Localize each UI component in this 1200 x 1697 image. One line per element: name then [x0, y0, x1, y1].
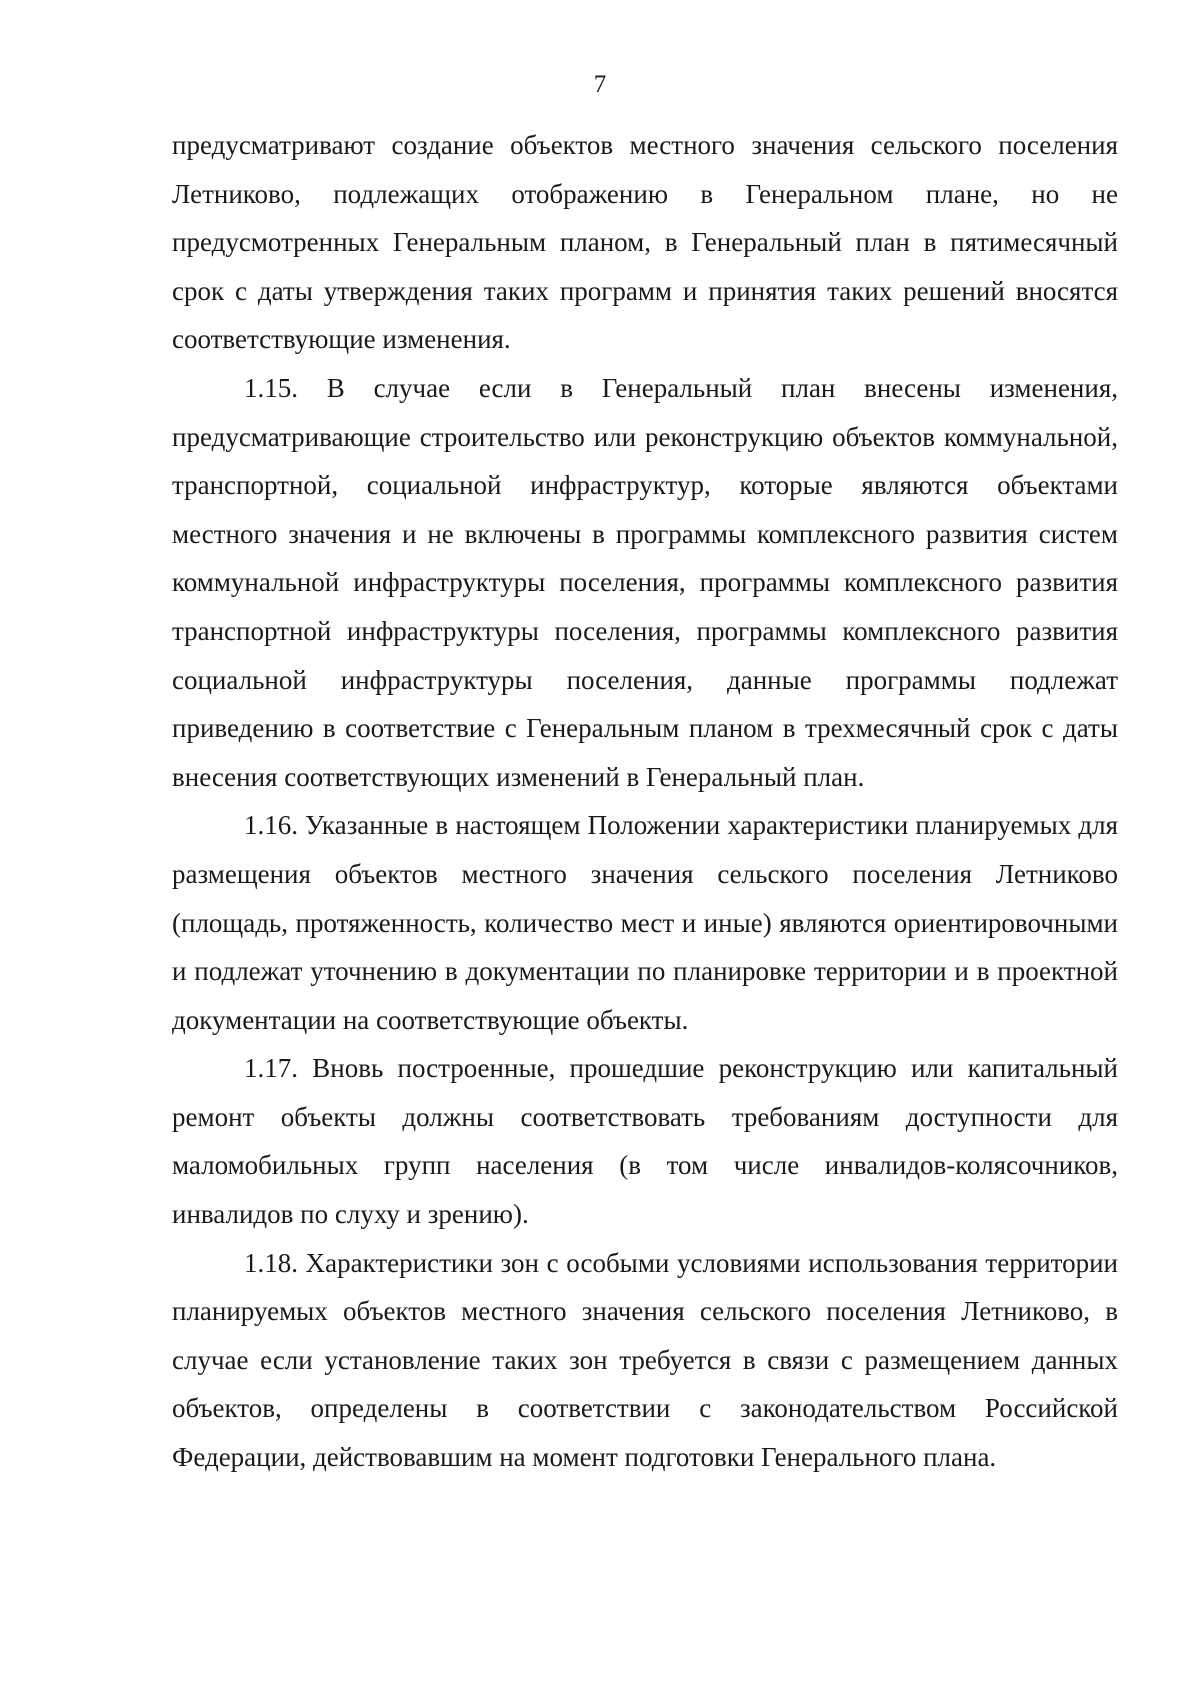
paragraph-1-18: 1.18. Характеристики зон с особыми условиями использования территории планируемых объектов местного значения сельского поселения Летниково, в случае если установление таких зон требуется в связи с размещением данных объектов, определены в соответствии с законодательством Российской Федерации, действовавшим на момент подготовки Генерального плана. — [172, 1247, 1118, 1473]
paragraph-1-16: 1.16. Указанные в настоящем Положении характеристики планируемых для размещения объектов местного значения сельского поселения Летниково (площадь, протяженность, количество мест и иные) являются ориентировочными и подлежат уточнению в документации по планировке территории и в проектной документации на соответствующие объекты. — [172, 810, 1118, 1035]
paragraph-continuation: предусматривают создание объектов местного значения сельского поселения Летниково, подлежащих отображению в Генеральном плане, но не предусмотренных Генеральным планом, в Генеральный план в пятимесячный срок с даты утверждения таких программ и принятия таких решений вносятся соответствующие изменения. — [172, 130, 1118, 355]
page-number: 7 — [593, 71, 607, 98]
paragraph-1-17: 1.17. Вновь построенные, прошедшие реконструкцию или капитальный ремонт объекты должны соответствовать требованиям доступности для маломобильных групп населения (в том числе инвалидов-колясочников, инвалидов по слуху и зрению). — [172, 1053, 1118, 1230]
paragraph-1-15: 1.15. В случае если в Генеральный план внесены изменения, предусматривающие строительство или реконструкцию объектов коммунальной, транспортной, социальной инфраструктур, которые являются объектами местного значения и не включены в программы комплексного развития систем коммунальной инфраструктуры поселения, программы комплексного развития транспортной инфраструктуры поселения, программы комплексного развития социальной инфраструктуры поселения, данные программы подлежат приведению в соответствие с Генеральным планом в трехмесячный срок с даты внесения соответствующих изменений в Генеральный план. — [172, 372, 1118, 792]
document-body — [172, 121, 1118, 1482]
